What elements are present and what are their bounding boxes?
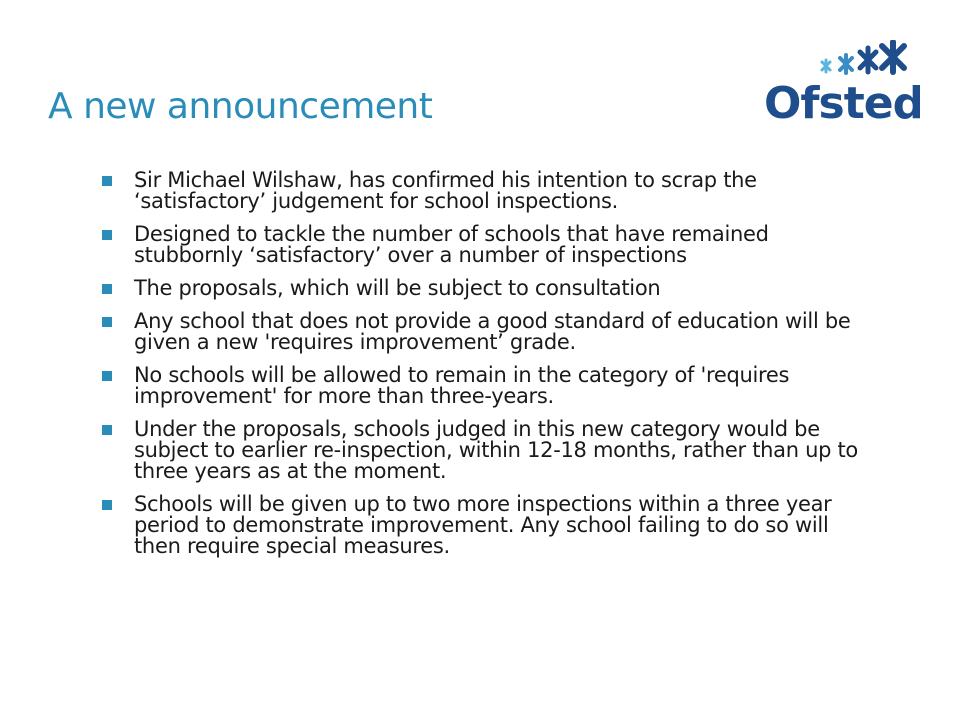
bullet-text: No schools will be allowed to remain in the category of 'requires improvement' for more than three-years.: [134, 363, 790, 408]
bullet-item: [100, 170, 860, 212]
bullet-square-icon: [102, 230, 112, 240]
bullet-text: Under the proposals, schools judged in this new category would be subject to earlier re-inspection, within 12-18 months, rather than up to three years as at the moment.: [134, 417, 858, 483]
bullet-item: [100, 494, 860, 557]
bullet-text: Any school that does not provide a good standard of education will be given a new 'requires improvement’ grade.: [134, 309, 851, 354]
slide-title: A new announcement: [48, 86, 433, 127]
bullet-list: [100, 170, 860, 569]
bullet-item: [100, 278, 860, 299]
bullet-text: The proposals, which will be subject to consultation: [134, 276, 661, 300]
bullet-text: Designed to tackle the number of schools that have remained stubbornly ‘satisfactory’ over a number of inspections: [134, 222, 769, 267]
bullet-square-icon: [102, 500, 112, 510]
bullet-square-icon: [102, 284, 112, 294]
bullet-text: Sir Michael Wilshaw, has confirmed his intention to scrap the ‘satisfactory’ judgement for school inspections.: [134, 168, 757, 213]
bullet-item: [100, 224, 860, 266]
ofsted-logo: [760, 40, 920, 124]
bullet-square-icon: [102, 317, 112, 327]
bullet-text: Schools will be given up to two more inspections within a three year period to demonstrate improvement. Any school failing to do so will then require special measures.: [134, 492, 832, 558]
stars-logo-icon: [760, 40, 920, 124]
bullet-square-icon: [102, 425, 112, 435]
bullet-square-icon: [102, 371, 112, 381]
logo-text: Ofsted: [764, 78, 920, 124]
bullet-item: [100, 419, 860, 482]
bullet-square-icon: [102, 176, 112, 186]
bullet-item: [100, 311, 860, 353]
bullet-item: [100, 365, 860, 407]
